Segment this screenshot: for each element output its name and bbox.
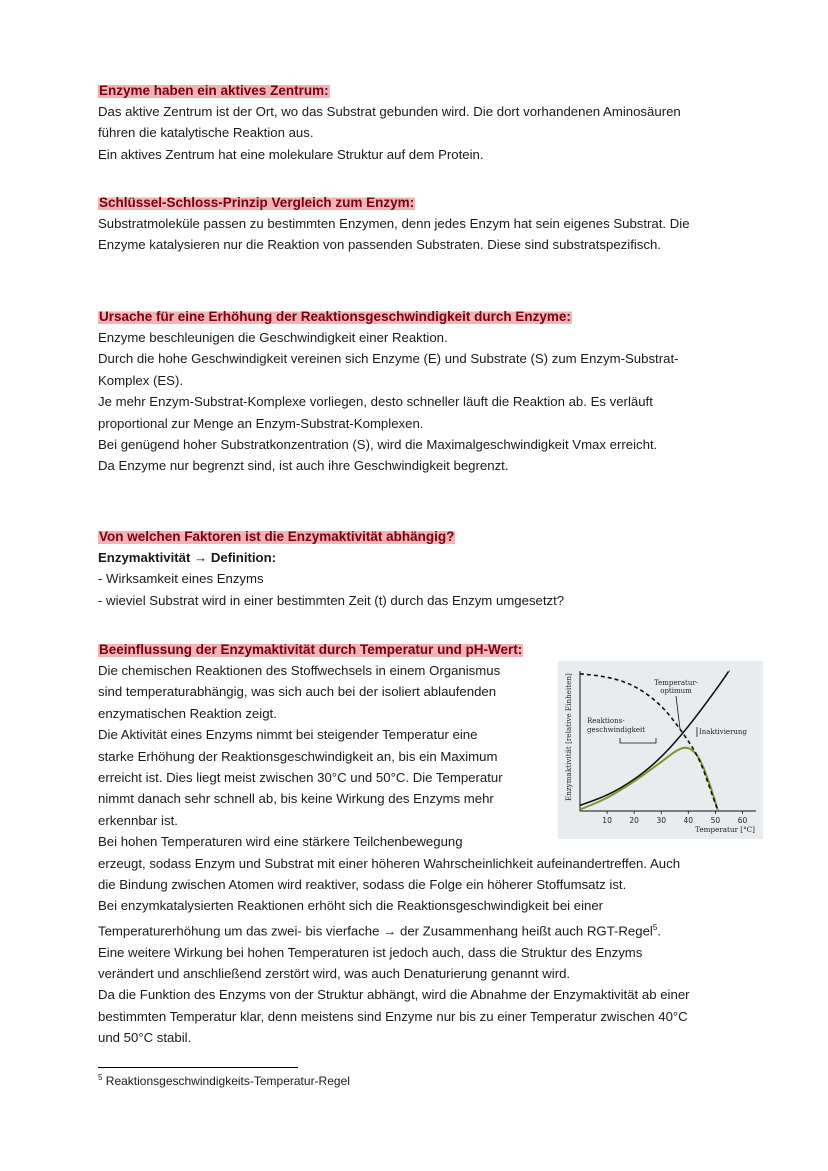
reaction-bracket (620, 738, 656, 743)
chart-svg (558, 661, 763, 839)
paragraph-line: verändert und anschließend zerstört wird, was auch Denaturierung genannt wird. (98, 966, 571, 982)
heading-lock-key: Schlüssel-Schloss-Prinzip Vergleich zum Enzym: (98, 192, 415, 213)
paragraph-line: erreicht ist. Dies liegt meist zwischen 30°C und 50°C. Die Temperatur (98, 770, 503, 786)
x-tick-label: 60 (737, 816, 748, 825)
paragraph-line: Bei enzymkatalysierten Reaktionen erhöht sich die Reaktionsgeschwindigkeit bei einer (98, 898, 604, 914)
x-tick-label: 50 (710, 816, 721, 825)
paragraph-line: nimmt danach sehr schnell ab, bis keine Wirkung des Enzyms mehr (98, 791, 494, 807)
paragraph-line: Substratmoleküle passen zu bestimmten Enzymen, denn jedes Enzym hat sein eigenes Substrat. Die (98, 216, 690, 231)
paragraph-line: Die Aktivität eines Enzyms nimmt bei steigender Temperatur eine (98, 727, 478, 743)
footnote (98, 1073, 350, 1088)
section-factors (98, 526, 564, 611)
annotation-optimum-2: optimum (660, 687, 692, 695)
paragraph-line-rgt: Temperaturerhöhung um das zwei- bis vierfache → der Zusammenhang heißt auch RGT-Regel$^5$. (98, 922, 661, 939)
heading-reaction-speed: Ursache für eine Erhöhung der Reaktionsgeschwindigkeit durch Enzyme: (98, 306, 572, 327)
series-line-reaction-speed (580, 671, 729, 805)
y-axis-label: Enzymaktivität [relative Einheiten] (564, 673, 573, 801)
paragraph-line: Durch die hohe Geschwindigkeit vereinen sich Enzyme (E) und Substrate (S) zum Enzym-Substrat- (98, 351, 679, 367)
paragraph-line: Komplex (ES). (98, 372, 184, 388)
footnote-text: Reaktionsgeschwindigkeits-Temperatur-Regel (105, 1074, 350, 1088)
heading-factors: Von welchen Faktoren ist die Enzymaktivität abhängig? (98, 526, 455, 547)
footnote-mark: 5 (98, 1073, 103, 1082)
paragraph-line: sind temperaturabhängig, was sich auch bei der isoliert ablaufenden (98, 684, 497, 700)
annotation-reaction-2: geschwindigkeit (587, 726, 646, 734)
paragraph-line: führen die katalytische Reaktion aus. (98, 125, 314, 141)
heading-temperature: Beeinflussung der Enzymaktivität durch Temperatur und pH-Wert: (98, 639, 523, 660)
paragraph-line: Da die Funktion des Enzyms von der Struktur abhängt, wird die Abnahme der Enzymaktivität ab einer (98, 987, 690, 1003)
paragraph-line: proportional zur Menge an Enzym-Substrat-Komplexen. (98, 415, 424, 431)
paragraph-line: und 50°C stabil. (98, 1030, 192, 1046)
footnote-reference[interactable]: 5 (652, 922, 658, 932)
annotation-optimum-1: Temperatur- (653, 679, 699, 687)
x-tick-label: 10 (602, 816, 612, 825)
paragraph-line: erzeugt, sodass Enzym und Substrat mit einer höheren Wahrscheinlichkeit aufeinandertreffen. Auch (98, 855, 681, 871)
footnote-divider (98, 1067, 298, 1068)
annotation-reaction-1: Reaktions- (587, 717, 625, 725)
heading-active-site: Enzyme haben ein aktives Zentrum: (98, 80, 330, 101)
paragraph-line: starke Erhöhung der Reaktionsgeschwindigkeit an, bis ein Maximum (98, 748, 498, 764)
paragraph-line: bestimmten Temperatur klar, denn meistens sind Enzyme nur bis zu einer Temperatur zwischen 40°C (98, 1008, 688, 1024)
paragraph-line: Je mehr Enzym-Substrat-Komplexe vorliegen, desto schneller läuft die Reaktion ab. Es verläuft (98, 394, 653, 410)
paragraph-line: Bei genügend hoher Substratkonzentration (S), wird die Maximalgeschwindigkeit Vmax erreicht. (98, 437, 658, 453)
x-axis-label: Temperatur [°C] (695, 825, 755, 834)
paragraph-line: die Bindung zwischen Atomen wird reaktiver, sodass die Folge ein höherer Stoffumsatz ist. (98, 877, 627, 893)
paragraph-line: erkennbar ist. (98, 812, 178, 828)
paragraph-line: Bei hohen Temperaturen wird eine stärkere Teilchenbewegung (98, 834, 463, 850)
series-line-enzyme-activity (580, 748, 718, 811)
paragraph-line: Enzyme beschleunigen die Geschwindigkeit einer Reaktion. (98, 330, 448, 345)
paragraph-line: Enzyme katalysieren nur die Reaktion von passenden Substraten. Diese sind substratspezifisch. (98, 237, 661, 253)
paragraph-line: Eine weitere Wirkung bei hohen Temperaturen ist jedoch auch, dass die Struktur des Enzyms (98, 944, 643, 960)
temperature-chart (558, 661, 763, 839)
x-tick-label: 40 (683, 816, 694, 825)
paragraph-line: Das aktive Zentrum ist der Ort, wo das Substrat gebunden wird. Die dort vorhandenen Aminosäuren (98, 104, 681, 119)
series-line-inactivation (580, 674, 718, 811)
list-item: - wieviel Substrat wird in einer bestimmten Zeit (t) durch das Enzym umgesetzt? (98, 592, 565, 608)
paragraph-line: Ein aktives Zentrum hat eine molekulare Struktur auf dem Protein. (98, 146, 484, 162)
paragraph-line: Die chemischen Reaktionen des Stoffwechsels in einem Organismus (98, 663, 501, 678)
list-item: - Wirksamkeit eines Enzyms (98, 571, 264, 587)
paragraph-line: enzymatischen Reaktion zeigt. (98, 705, 277, 721)
x-tick-label: 30 (656, 816, 667, 825)
definition-subheading: Enzymaktivität → Definition: (98, 550, 277, 565)
section-lock-key (98, 192, 690, 256)
x-tick-label: 20 (629, 816, 639, 825)
paragraph-line: Da Enzyme nur begrenzt sind, ist auch ihre Geschwindigkeit begrenzt. (98, 458, 509, 474)
annotation-inactivation: Inaktivierung (699, 728, 747, 736)
section-active-site (98, 80, 681, 165)
section-reaction-speed (98, 306, 679, 477)
rgt-text: Temperaturerhöhung um das zwei- bis vierfache → der Zusammenhang heißt auch RGT-Regel (98, 923, 653, 939)
